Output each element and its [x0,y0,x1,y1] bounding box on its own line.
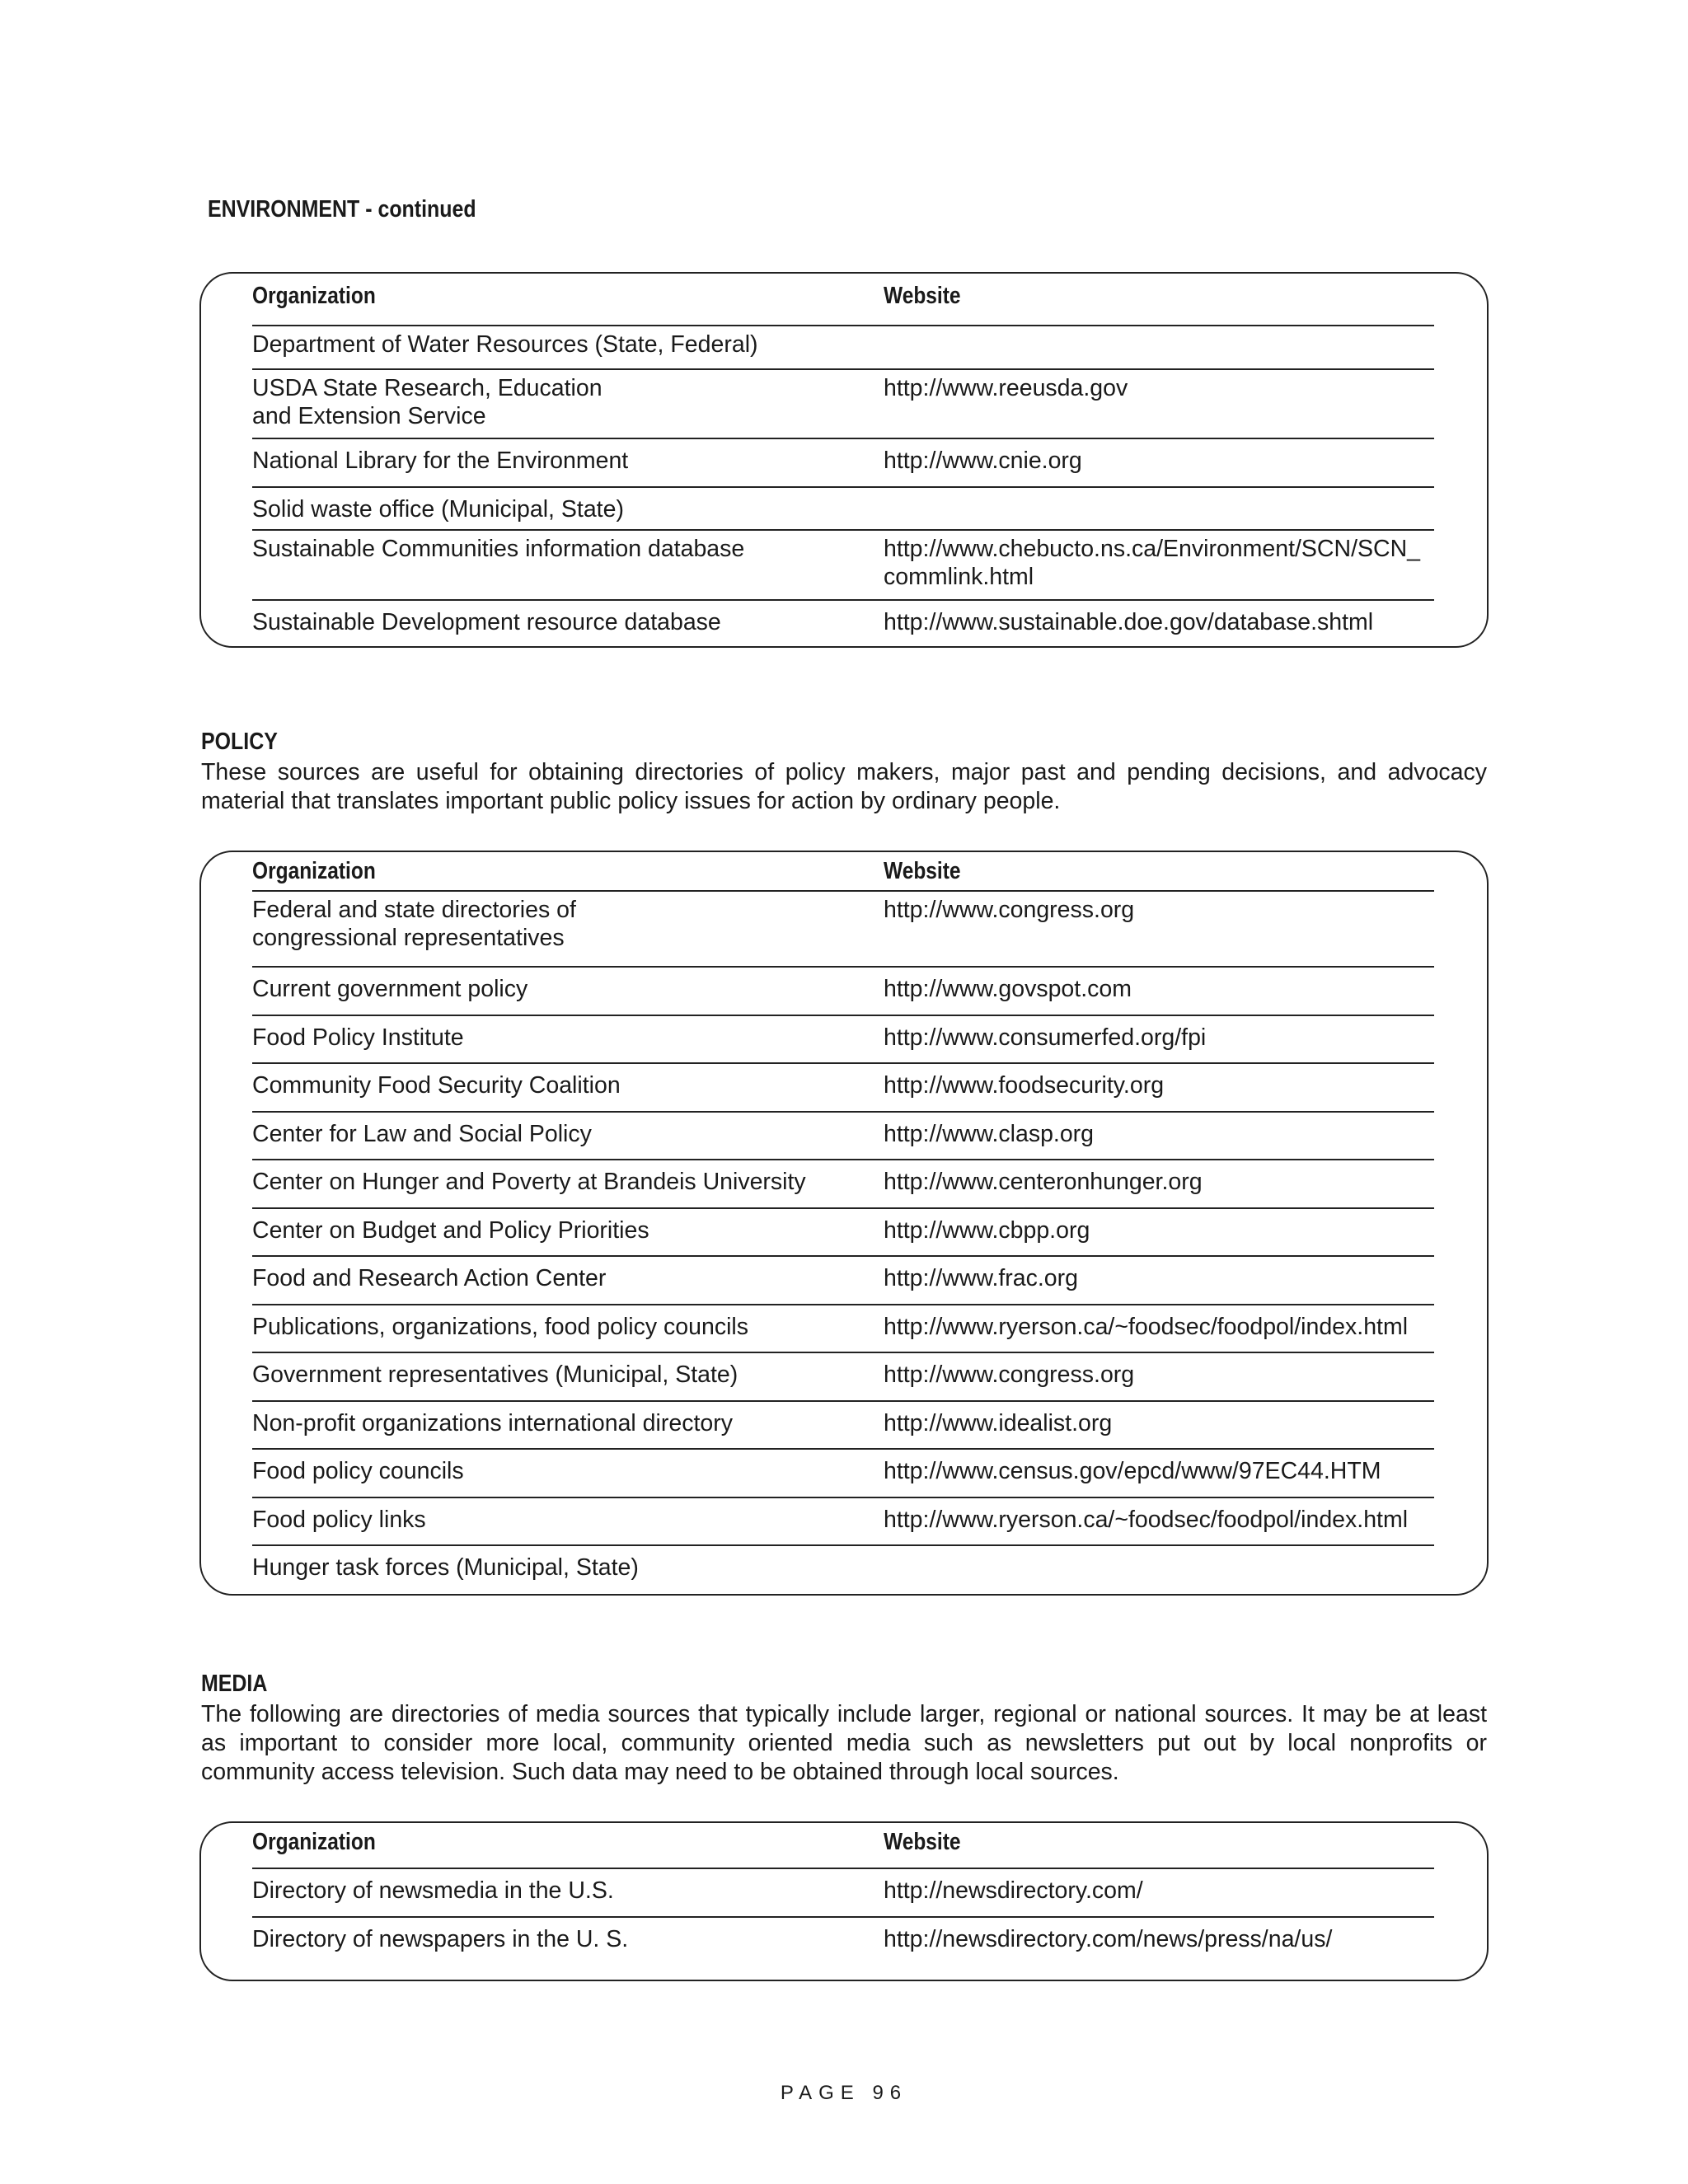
table-row [252,439,1434,488]
organization-cell: Department of Water Resources (State, Federal) [252,331,758,358]
website-cell[interactable]: http://www.congress.org [884,897,1135,923]
website-cell[interactable]: http://www.idealist.org [884,1410,1113,1436]
environment-heading: ENVIRONMENT - continued [208,196,476,223]
organization-cell: Food Policy Institute [252,1024,464,1051]
table-row [252,1546,1434,1591]
organization-cell: Federal and state directories of congressional representatives [252,897,576,951]
table-row [252,1498,1434,1546]
website-cell[interactable]: http://newsdirectory.com/ [884,1877,1143,1904]
website-cell[interactable]: http://www.chebucto.ns.ca/Environment/SCN/SCN_ commlink.html [884,536,1421,590]
table-row [252,1113,1434,1160]
table-header [252,1823,1434,1869]
website-cell[interactable]: http://www.cnie.org [884,448,1082,474]
website-cell[interactable]: http://www.clasp.org [884,1121,1095,1147]
website-cell[interactable]: http://www.congress.org [884,1361,1135,1388]
organization-cell: Center on Budget and Policy Priorities [252,1217,649,1244]
website-cell[interactable]: http://www.govspot.com [884,976,1132,1002]
organization-cell: Directory of newsmedia in the U.S. [252,1877,614,1904]
media-table [199,1821,1489,1981]
table-row [252,1869,1434,1918]
website-cell[interactable]: http://www.foodsecurity.org [884,1072,1165,1099]
website-cell[interactable]: http://www.reeusda.gov [884,375,1128,401]
column-header-organization: Organization [252,858,376,884]
table-row [252,488,1434,531]
table-row [252,1353,1434,1402]
environment-table [199,272,1489,648]
organization-cell: Non-profit organizations international directory [252,1410,733,1436]
organization-cell: Food and Research Action Center [252,1265,607,1291]
organization-cell: Sustainable Development resource database [252,609,721,635]
organization-cell: Center for Law and Social Policy [252,1121,592,1147]
page-number: PAGE 96 [780,2082,908,2104]
policy-table [199,851,1489,1596]
media-intro: The following are directories of media sources that typically include larger, regional or national sources. It may be at least as important to consider more local, community oriented media such as newsletters put out by local nonprofits or community access television. Such data may need to be obtained through local sources. [201,1701,1487,1785]
table-row [252,1918,1434,1966]
column-header-organization: Organization [252,283,376,309]
column-header-website: Website [884,858,961,884]
table-row [252,1209,1434,1257]
organization-cell: Publications, organizations, food policy councils [252,1314,749,1340]
table-row [252,1450,1434,1498]
website-cell[interactable]: http://www.cbpp.org [884,1217,1090,1244]
website-cell[interactable]: http://www.ryerson.ca/~foodsec/foodpol/index.html [884,1314,1409,1340]
organization-cell: Food policy councils [252,1458,464,1484]
table-row [252,601,1434,645]
table-row [252,1402,1434,1450]
policy-heading: POLICY [201,729,278,755]
table-row [252,531,1434,601]
table-row [252,370,1434,439]
media-heading: MEDIA [201,1671,268,1697]
website-cell[interactable]: http://www.sustainable.doe.gov/database.shtml [884,609,1374,635]
organization-cell: Directory of newspapers in the U. S. [252,1926,629,1952]
organization-cell: Food policy links [252,1507,426,1533]
column-header-organization: Organization [252,1829,376,1855]
table-row [252,326,1434,370]
website-cell[interactable]: http://www.census.gov/epcd/www/97EC44.HTM [884,1458,1381,1484]
website-cell[interactable]: http://www.centeronhunger.org [884,1169,1203,1195]
organization-cell: Hunger task forces (Municipal, State) [252,1554,639,1581]
organization-cell: Center on Hunger and Poverty at Brandeis University [252,1169,806,1195]
website-cell[interactable]: http://www.ryerson.ca/~foodsec/foodpol/index.html [884,1507,1409,1533]
column-header-website: Website [884,283,961,309]
organization-cell: Community Food Security Coalition [252,1072,621,1099]
table-row [252,968,1434,1016]
website-cell[interactable]: http://www.consumerfed.org/fpi [884,1024,1207,1051]
table-row [252,892,1434,968]
table-row [252,1160,1434,1209]
policy-intro: These sources are useful for obtaining directories of policy makers, major past and pending decisions, and advocacy material that translates important public policy issues for action by ordinary people. [201,759,1487,814]
organization-cell: Government representatives (Municipal, State) [252,1361,738,1388]
column-header-website: Website [884,1829,961,1855]
table-row [252,1305,1434,1353]
table-header [252,274,1434,326]
table-row [252,1016,1434,1064]
table-row [252,1064,1434,1113]
organization-cell: National Library for the Environment [252,448,629,474]
organization-cell: Solid waste office (Municipal, State) [252,496,624,523]
table-row [252,1257,1434,1305]
organization-cell: USDA State Research, Education and Extension Service [252,375,603,429]
website-cell[interactable]: http://www.frac.org [884,1265,1079,1291]
organization-cell: Current government policy [252,976,528,1002]
website-cell[interactable]: http://newsdirectory.com/news/press/na/us/ [884,1926,1333,1952]
organization-cell: Sustainable Communities information database [252,536,745,562]
table-header [252,852,1434,892]
